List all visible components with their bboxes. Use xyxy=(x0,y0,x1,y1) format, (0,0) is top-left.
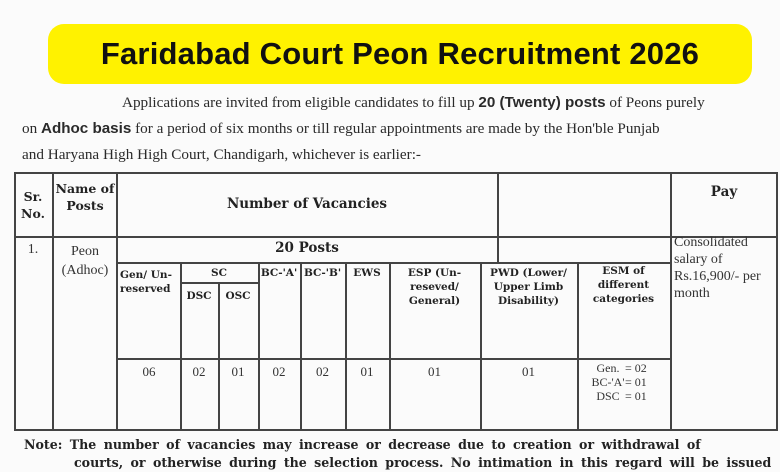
esm-label: DSC xyxy=(596,389,620,403)
val-esp: 01 xyxy=(428,364,441,379)
title-banner xyxy=(48,24,752,84)
note-text: courts, or otherwise during the selection process. No intimation in this regard will be issued xyxy=(74,455,772,470)
cat-pwd: PWD (Lower/ Upper Limb Disability) xyxy=(490,267,567,307)
intro-paragraph xyxy=(22,90,766,168)
esm-value: = 02 xyxy=(625,361,647,375)
col-line xyxy=(218,282,220,430)
table-border-bottom xyxy=(14,429,778,431)
col-line xyxy=(670,172,672,430)
val-dsc: 02 xyxy=(192,364,206,379)
row-pay: Consolidated salary of Rs.16,900/- per month xyxy=(674,235,761,301)
col-line xyxy=(497,172,499,262)
note-label: Note: xyxy=(24,437,63,452)
col-line xyxy=(345,262,347,430)
posts-count-highlight: 20 (Twenty) posts xyxy=(478,94,606,111)
cat-sc: SC xyxy=(211,267,227,279)
val-esm xyxy=(577,361,670,403)
esm-line xyxy=(591,375,647,389)
esm-value: = 01 xyxy=(625,389,647,403)
val-osc: 01 xyxy=(231,364,245,379)
intro-text: of Peons purely xyxy=(605,94,705,111)
intro-text: Applications are invited from eligible candidates to fill up xyxy=(122,94,479,111)
row-post-name: Peon (Adhoc) xyxy=(61,244,109,278)
vacancy-table xyxy=(14,172,778,430)
esm-value: = 01 xyxy=(625,375,647,389)
total-posts: 20 Posts xyxy=(275,240,339,256)
esm-line xyxy=(591,389,647,403)
cat-dsc: DSC xyxy=(186,290,212,302)
intro-text: and Haryana High High Court, Chandigarh, whichever is earlier:- xyxy=(22,146,421,163)
adhoc-highlight: Adhoc basis xyxy=(40,120,132,137)
page-title: Faridabad Court Peon Recruitment 2026 xyxy=(100,36,700,71)
val-ews: 01 xyxy=(360,364,374,379)
val-gen: 06 xyxy=(142,364,156,379)
cat-esm: ESM of different categories xyxy=(592,265,655,305)
val-pwd: 01 xyxy=(522,364,535,379)
val-bca: 02 xyxy=(272,364,286,379)
header-sr-no: Sr. No. xyxy=(21,189,45,221)
esm-label: Gen. xyxy=(596,361,620,375)
cat-bca: BC-'A' xyxy=(260,267,298,279)
header-pay: Pay xyxy=(710,184,738,200)
col-line xyxy=(258,262,260,430)
cat-osc: OSC xyxy=(225,290,251,302)
esm-label: BC-'A' xyxy=(591,375,625,389)
col-line xyxy=(300,262,302,430)
row-sr-no: 1. xyxy=(27,242,39,257)
val-bcb: 02 xyxy=(316,364,329,379)
header-number-of-vacancies: Number of Vacancies xyxy=(226,196,388,212)
cat-ews: EWS xyxy=(353,267,381,279)
cat-bcb: BC-'B' xyxy=(303,267,342,279)
cat-gen: Gen/ Un-reserved xyxy=(120,269,172,295)
note-paragraph xyxy=(24,436,774,472)
table-border-top xyxy=(14,172,778,174)
intro-text: for a period of six months or till regular appointments are made by the Hon'ble Punjab xyxy=(131,120,660,137)
header-name-of-posts: Name of Posts xyxy=(55,181,115,213)
esm-line xyxy=(591,361,647,375)
note-text: The number of vacancies may increase or decrease due to creation or withdrawal of xyxy=(69,437,701,452)
col-line xyxy=(776,172,778,430)
cat-esp: ESP (Un-reseved/ General) xyxy=(407,267,462,307)
intro-text: on xyxy=(22,120,41,137)
values-divider xyxy=(116,358,670,360)
col-line xyxy=(180,262,182,430)
header-divider xyxy=(14,236,778,238)
